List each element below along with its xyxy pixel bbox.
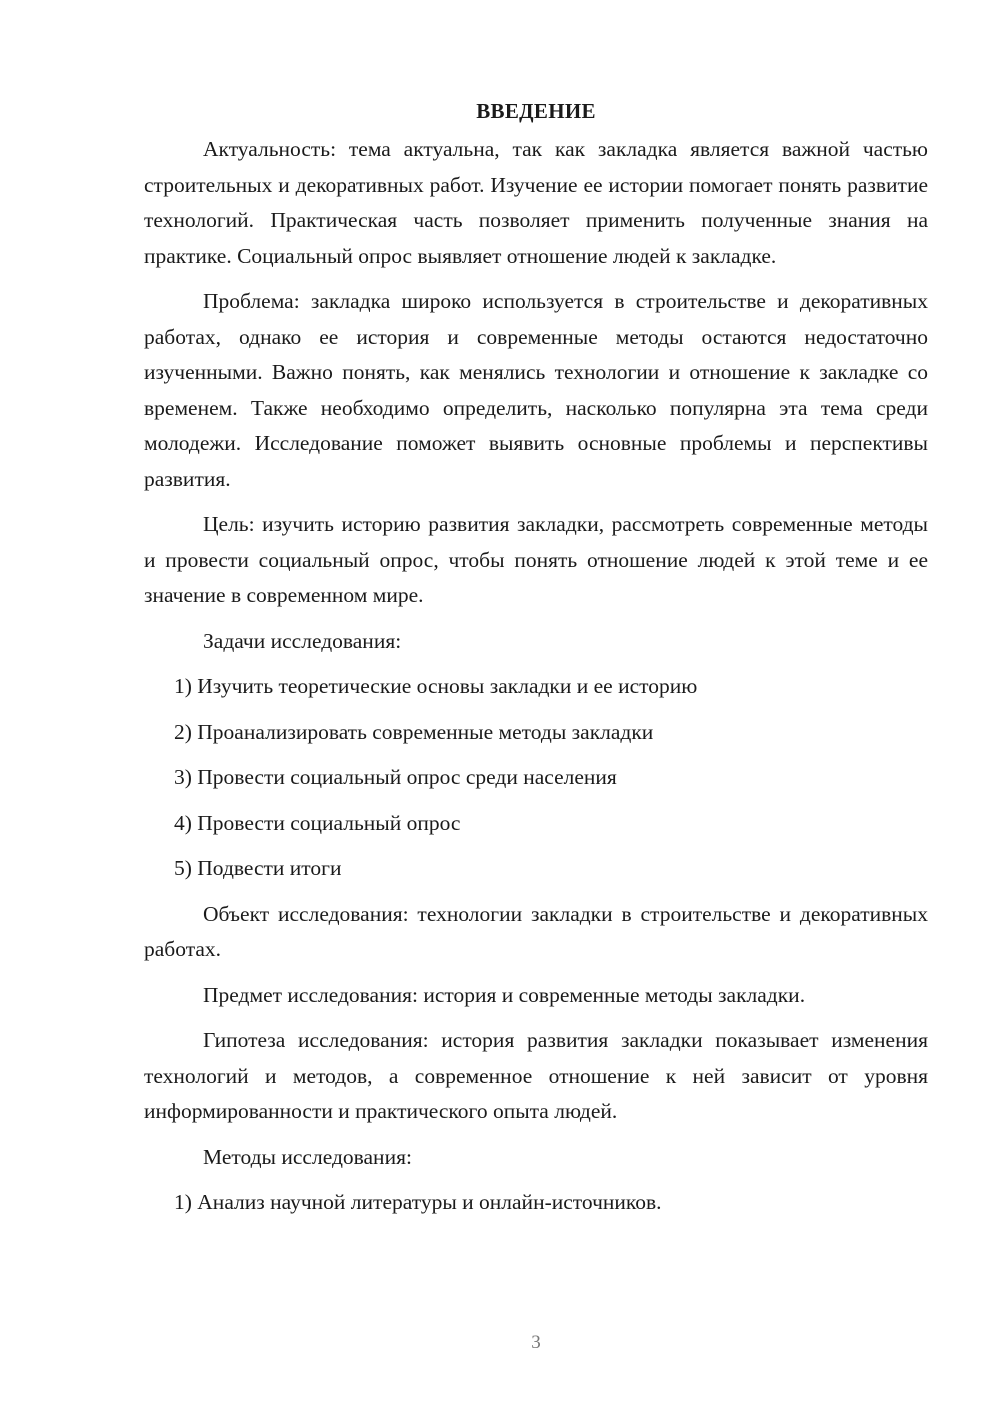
- goal-paragraph: Цель: изучить историю развития закладки, рассмотреть современные методы и провести социальный опрос, чтобы понять отношение людей к этой теме и ее значение в современном мире.: [144, 512, 928, 607]
- task-item: 1) Изучить теоретические основы закладки и ее историю: [174, 674, 698, 698]
- document-title: ВВЕДЕНИЕ: [476, 99, 596, 123]
- relevance-paragraph: Актуальность: тема актуальна, так как закладка является важной частью строительных и декоративных работ. Изучение ее истории помогает понять развитие технологий. Практическая часть позволяет применить полученные знания на практике. Социальный опрос выявляет отношение людей к закладке.: [144, 137, 928, 268]
- subject-paragraph: Предмет исследования: история и современные методы закладки.: [203, 982, 806, 1007]
- methods-heading: Методы исследования:: [203, 1144, 412, 1169]
- task-item: 3) Провести социальный опрос среди населения: [174, 765, 617, 789]
- methods-list: [144, 1185, 928, 1221]
- method-item: 1) Анализ научной литературы и онлайн-источников.: [174, 1190, 662, 1214]
- task-item: 5) Подвести итоги: [174, 856, 342, 880]
- document-page: [144, 92, 928, 1231]
- object-paragraph: Объект исследования: технологии закладки в строительстве и декоративных работах.: [144, 901, 928, 961]
- page-number: 3: [531, 1332, 541, 1353]
- problem-paragraph: Проблема: закладка широко используется в строительстве и декоративных работах, однако ее история и современные методы остаются недостаточно изученными. Важно понять, как менялись технологии и отношение к закладке со временем. Также необходимо определить, насколько популярна эта тема среди молодежи. Исследование поможет выявить основные проблемы и перспективы развития.: [144, 289, 928, 491]
- tasks-heading: Задачи исследования:: [203, 628, 402, 653]
- task-item: 2) Проанализировать современные методы закладки: [174, 719, 654, 744]
- task-item: 4) Провести социальный опрос: [174, 810, 461, 835]
- hypothesis-paragraph: Гипотеза исследования: история развития закладки показывает изменения технологий и методов, а современное отношение к ней зависит от уровня информированности и практического опыта людей.: [144, 1028, 928, 1123]
- tasks-list: [144, 669, 928, 887]
